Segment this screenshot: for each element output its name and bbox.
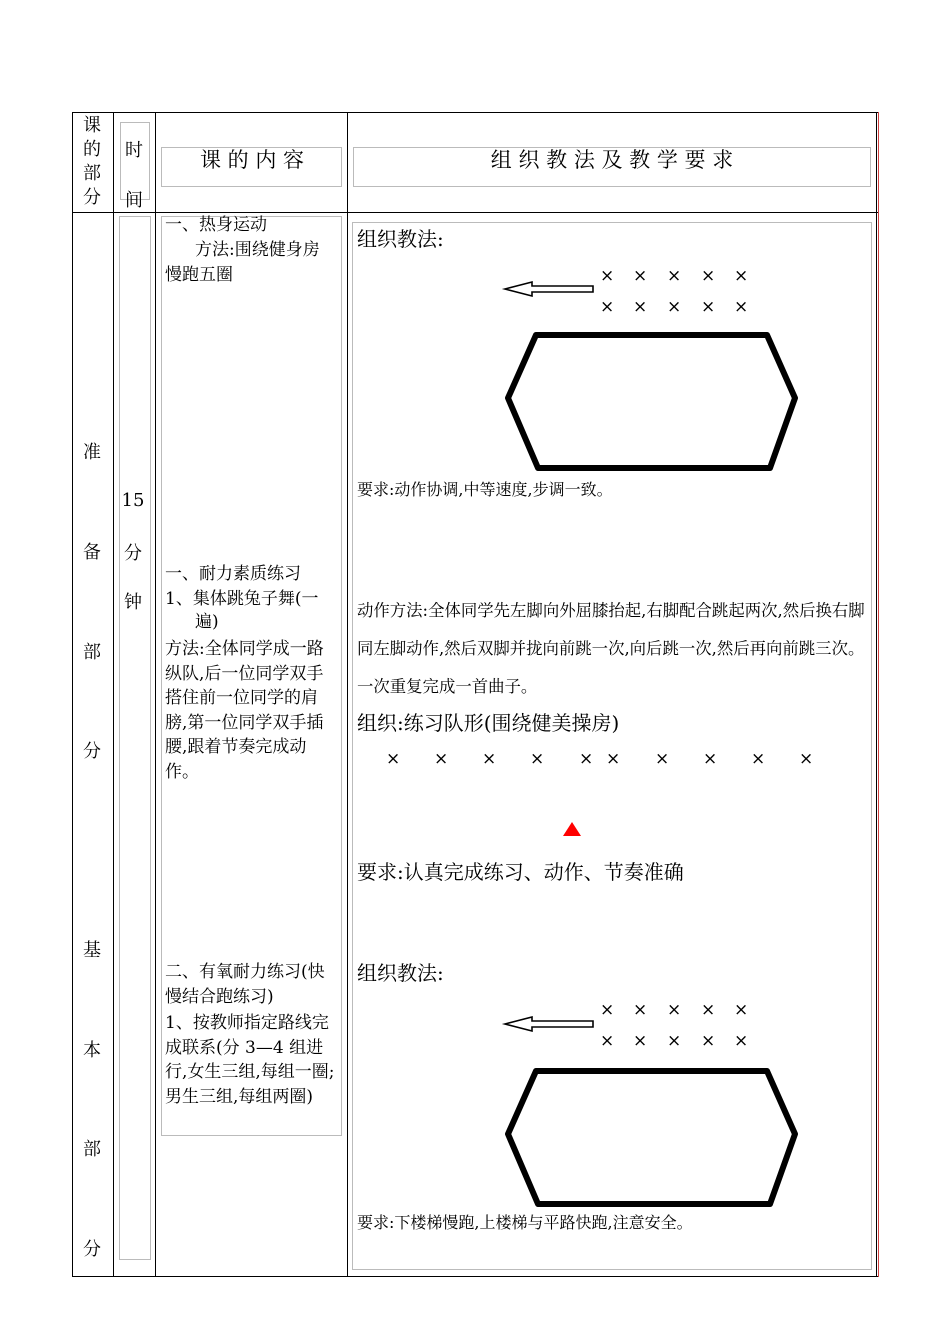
x-mark: × [600, 266, 615, 286]
org-label-1: 组织教法: [357, 227, 444, 251]
warmup-method-b: 慢跑五圈 [165, 265, 233, 285]
x-mark: × [734, 266, 749, 286]
running-track-1 [502, 330, 802, 480]
teacher-triangle-icon [561, 820, 585, 840]
requirement-2: 要求:认真完成练习、动作、节奏准确 [357, 860, 684, 884]
table-left-border [72, 112, 73, 1277]
time-unit-2: 钟 [124, 592, 142, 613]
x-mark: × [633, 297, 648, 317]
x-mark: × [701, 266, 716, 286]
part-basic-4: 分 [83, 1239, 101, 1260]
time-body-frame [119, 216, 151, 1260]
x-mark: × [667, 1031, 682, 1051]
x-mark: × [734, 1031, 749, 1051]
x-mark: × [734, 297, 749, 317]
x-mark: × [633, 1031, 648, 1051]
x-mark: × [386, 749, 401, 769]
time-value: 15 [121, 490, 145, 511]
x-mark: × [579, 749, 594, 769]
part-basic-3: 部 [83, 1139, 101, 1160]
col-divider-2 [155, 112, 156, 1277]
part-prep-3: 部 [83, 642, 101, 663]
org-label-2: 组织教法: [357, 961, 444, 985]
x-mark: × [633, 1000, 648, 1020]
x-mark: × [703, 749, 718, 769]
header-method: 组 织 教 法 及 教 学 要 求 [490, 148, 734, 172]
x-mark: × [667, 297, 682, 317]
x-mark: × [701, 1031, 716, 1051]
x-mark: × [482, 749, 497, 769]
endurance-method: 方法:全体同学成一路纵队,后一位同学双手搭住前一位同学的肩膀,第一位同学双手插腰,跟着节奏完成动作。 [165, 639, 324, 782]
part-prep-4: 分 [83, 741, 101, 762]
table-bottom-border [72, 1276, 878, 1277]
header-time: 时间 [125, 140, 143, 211]
aerobic-title: 二、有氧耐力练习(快慢结合跑练习) [165, 962, 325, 1007]
x-mark: × [701, 297, 716, 317]
aerobic-item: 1、按教师指定路线完成联系(分 3—4 组进行,女生三组,每组一圈;男生三组,每组两圈) [165, 1013, 335, 1107]
left-arrow-icon-1 [502, 279, 602, 299]
x-mark: × [667, 1000, 682, 1020]
table-top-border [72, 112, 878, 113]
warmup-method-a: 方法:围绕健身房 [195, 240, 320, 260]
left-arrow-icon-2 [502, 1014, 602, 1034]
org-formation: 组织:练习队形(围绕健美操房) [357, 711, 620, 735]
col-divider-3 [347, 112, 348, 1277]
x-mark: × [751, 749, 766, 769]
x-mark: × [600, 1000, 615, 1020]
x-mark: × [799, 749, 814, 769]
x-mark: × [655, 749, 670, 769]
requirement-3: 要求:下楼梯慢跑,上楼梯与平路快跑,注意安全。 [357, 1213, 693, 1232]
x-mark: × [734, 1000, 749, 1020]
running-track-2 [502, 1066, 802, 1216]
x-mark: × [434, 749, 449, 769]
warmup-title: 一、热身运动 [165, 215, 267, 235]
part-basic-2: 本 [83, 1040, 101, 1061]
x-mark: × [600, 1031, 615, 1051]
action-method: 动作方法:全体同学先左脚向外屈膝抬起,右脚配合跳起两次,然后换右脚同左脚动作,然后双脚并拢向前跳一次,向后跳一次,然后再向前跳三次。一次重复完成一首曲子。 [357, 601, 865, 696]
x-mark: × [600, 297, 615, 317]
header-part: 课的部分 [83, 115, 101, 208]
col-divider-1 [113, 112, 114, 1277]
part-prep-2: 备 [83, 542, 101, 563]
right-edge-accent [878, 112, 879, 1277]
requirement-1: 要求:动作协调,中等速度,步调一致。 [357, 480, 613, 499]
x-mark: × [701, 1000, 716, 1020]
header-content: 课 的 内 容 [199, 148, 305, 172]
endurance-item-b: 遍) [195, 612, 219, 632]
x-mark: × [530, 749, 545, 769]
time-unit-1: 分 [124, 543, 142, 564]
table-right-border [876, 112, 877, 1277]
x-mark: × [606, 749, 621, 769]
endurance-item-a: 1、集体跳兔子舞(一 [165, 589, 319, 609]
part-basic-1: 基 [83, 940, 101, 961]
x-mark: × [633, 266, 648, 286]
x-mark: × [667, 266, 682, 286]
endurance-title: 一、耐力素质练习 [165, 564, 301, 584]
part-prep-1: 准 [83, 442, 101, 463]
